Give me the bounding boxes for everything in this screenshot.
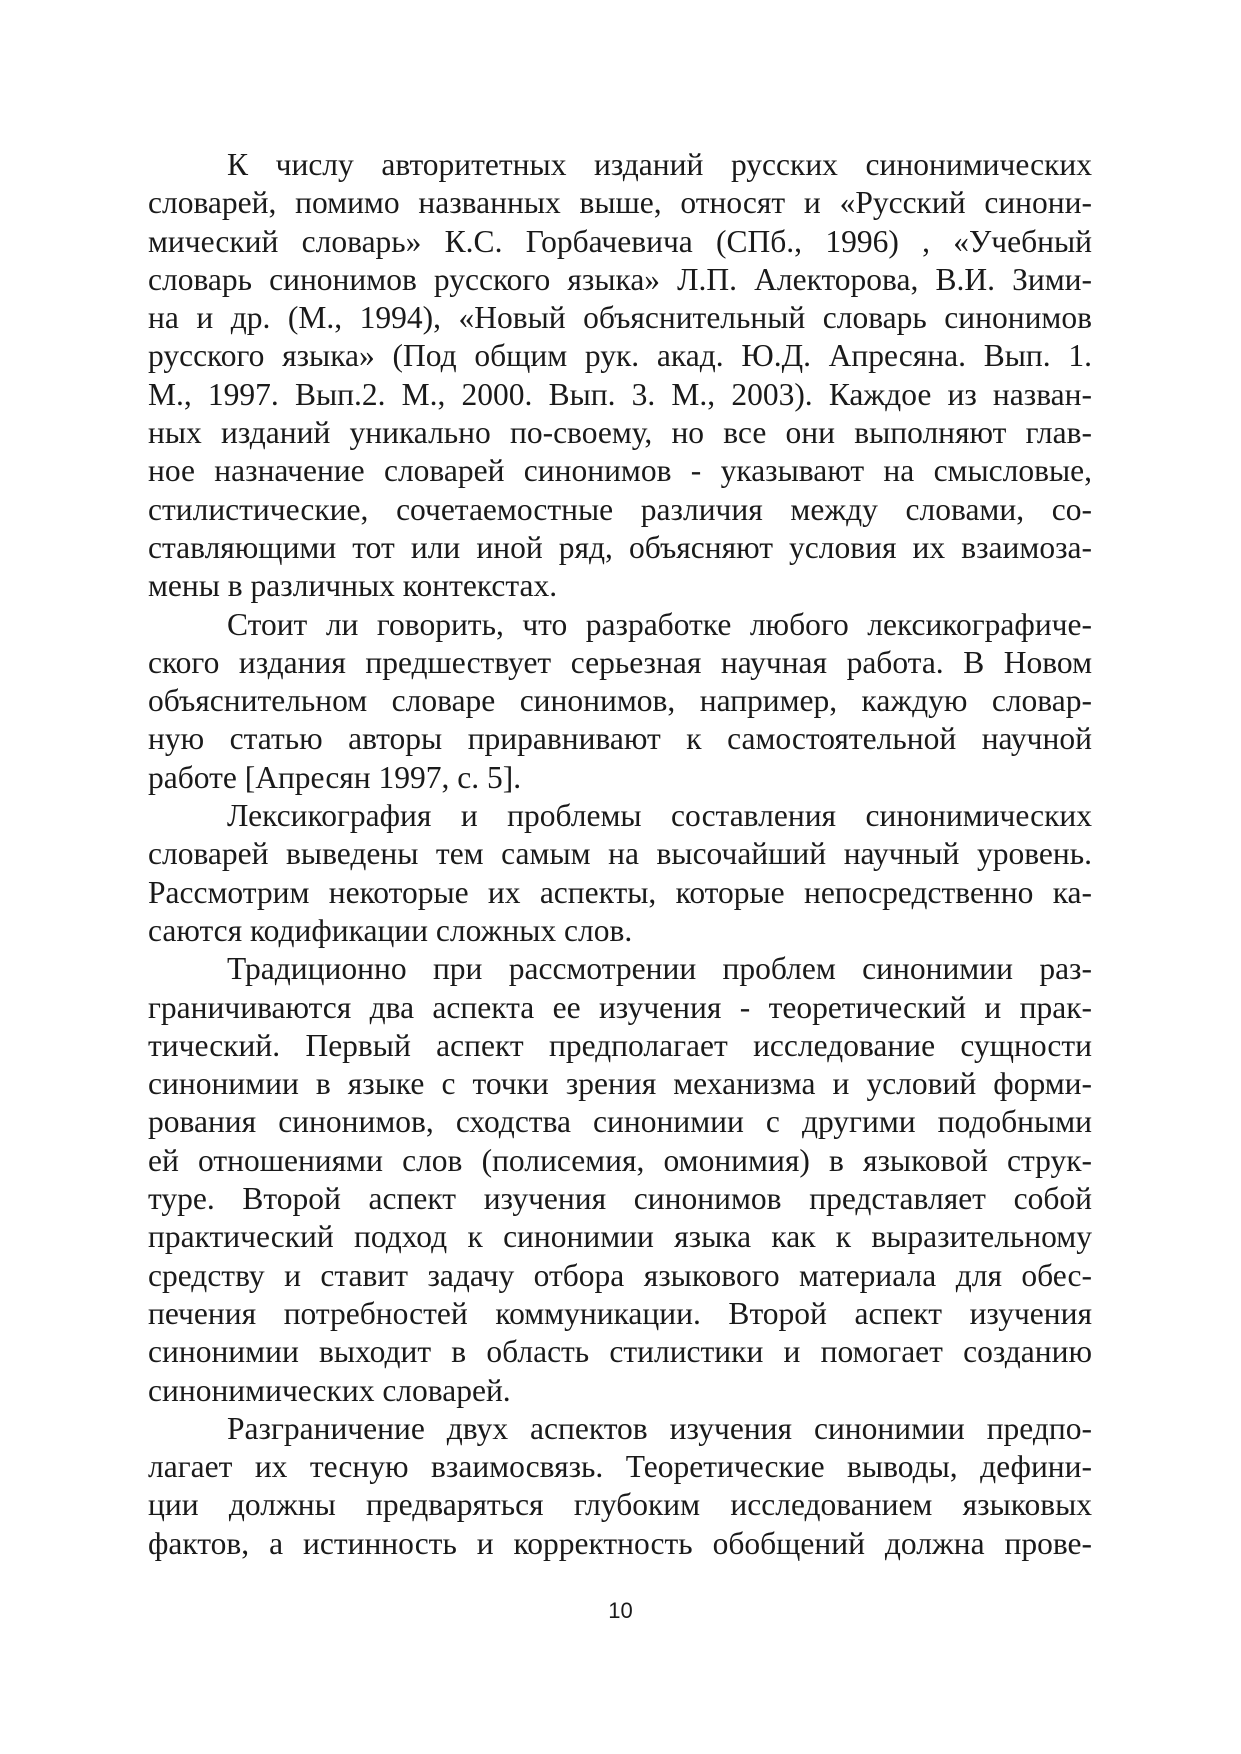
text-line: Традиционно при рассмотрении проблем синонимии раз- bbox=[227, 951, 1092, 987]
text-line: К числу авторитетных изданий русских синонимических bbox=[227, 147, 1092, 182]
text-line: граничиваются два аспекта ее изучения - теоретический и прак- bbox=[148, 989, 1092, 1025]
text-line: словарь синонимов русского языка» Л.П. Алекторова, В.И. Зими- bbox=[148, 261, 1092, 297]
text-line: тический. Первый аспект предполагает исследование сущности bbox=[148, 1027, 1092, 1063]
text-line: словарей выведены тем самым на высочайший научный уровень. bbox=[148, 836, 1092, 872]
paragraph bbox=[148, 606, 1092, 797]
text-line: лагает их тесную взаимосвязь. Теоретические выводы, дефини- bbox=[148, 1449, 1092, 1485]
text-line: синонимических словарей. bbox=[148, 1372, 511, 1408]
text-line: Рассмотрим некоторые их аспекты, которые непосредственно ка- bbox=[148, 874, 1092, 910]
text-line: Лексикография и проблемы составления синонимических bbox=[227, 798, 1092, 834]
text-line: фактов, а истинность и корректность обобщений должна прове- bbox=[148, 1525, 1092, 1561]
text-line: М., 1997. Вып.2. М., 2000. Вып. 3. М., 2003). Каждое из назван- bbox=[148, 376, 1092, 412]
text-line: ского издания предшествует серьезная научная работа. В Новом bbox=[148, 644, 1092, 680]
text-line: ставляющими тот или иной ряд, объясняют условия их взаимоза- bbox=[148, 529, 1092, 565]
text-line: мический словарь» К.С. Горбачевича (СПб., 1996) , «Учебный bbox=[148, 223, 1092, 259]
text-line: практический подход к синонимии языка как к выразительному bbox=[148, 1219, 1092, 1255]
paragraph bbox=[148, 1410, 1092, 1563]
text-line: Разграничение двух аспектов изучения синонимии предпо- bbox=[227, 1410, 1092, 1446]
text-line: Стоит ли говорить, что разработке любого лексикографиче- bbox=[227, 606, 1092, 642]
text-line: печения потребностей коммуникации. Второй аспект изучения bbox=[148, 1295, 1092, 1331]
text-line: словарей, помимо названных выше, относят и «Русский синони- bbox=[148, 185, 1092, 221]
text-line: работе [Апресян 1997, с. 5]. bbox=[148, 759, 522, 795]
text-line: синонимии выходит в область стилистики и помогает созданию bbox=[148, 1334, 1092, 1370]
text-line: русского языка» (Под общим рук. акад. Ю.Д. Апресяна. Вып. 1. bbox=[148, 338, 1092, 374]
paragraph bbox=[148, 797, 1092, 950]
text-line: рования синонимов, сходства синонимии с другими подобными bbox=[148, 1104, 1092, 1140]
text-line: ных изданий уникально по-своему, но все они выполняют глав- bbox=[148, 415, 1092, 451]
page-number: 10 bbox=[608, 1598, 633, 1623]
text-line: ное назначение словарей синонимов - указывают на смысловые, bbox=[148, 453, 1092, 489]
text-line: объяснительном словаре синонимов, например, каждую словар- bbox=[148, 683, 1092, 719]
text-line: синонимии в языке с точки зрения механизма и условий форми- bbox=[148, 1066, 1092, 1102]
text-line: стилистические, сочетаемостные различия между словами, со- bbox=[148, 491, 1092, 527]
text-line: ции должны предваряться глубоким исследованием языковых bbox=[148, 1487, 1092, 1523]
paragraph bbox=[148, 950, 1092, 1410]
body-text bbox=[148, 146, 1092, 1563]
text-line: туре. Второй аспект изучения синонимов представляет собой bbox=[148, 1181, 1092, 1217]
text-line: средству и ставит задачу отбора языкового материала для обес- bbox=[148, 1257, 1092, 1293]
text-line: саются кодификации сложных слов. bbox=[148, 912, 633, 948]
text-line: мены в различных контекстах. bbox=[148, 568, 558, 604]
text-line: ей отношениями слов (полисемия, омонимия) в языковой струк- bbox=[148, 1142, 1092, 1178]
paragraph bbox=[148, 146, 1092, 606]
text-line: ную статью авторы приравнивают к самостоятельной научной bbox=[148, 721, 1092, 757]
text-line: на и др. (М., 1994), «Новый объяснительный словарь синонимов bbox=[148, 300, 1092, 336]
